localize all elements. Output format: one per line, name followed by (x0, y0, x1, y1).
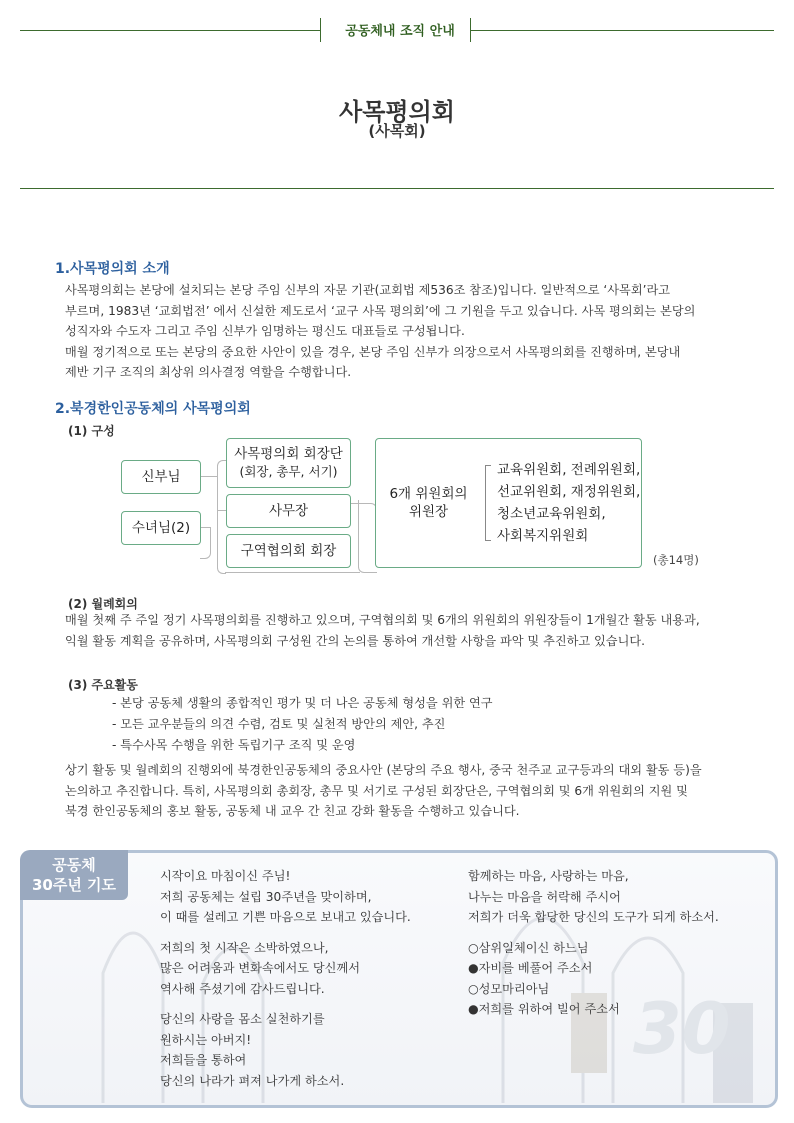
section1-line: 제반 기구 조직의 최상위 의사결정 역할을 수행합니다. (65, 365, 352, 379)
section1-line: 매월 정기적으로 또는 본당의 중요한 사안이 있을 경우, 본당 주임 신부가 의장으로서 사목평의회를 진행하며, 본당내 (65, 344, 681, 359)
prayer-line: 역사해 주셨기에 감사드립니다. (160, 981, 325, 996)
priest-label: 신부님 (141, 469, 181, 485)
total-count: (총14명) (653, 553, 699, 567)
prayer-line: 많은 어려움과 변화속에서도 당신께서 (160, 961, 360, 975)
committee-item: 교육위원회, 전례위원회, (497, 462, 641, 478)
section1-heading: 1.사목평의회 소개 (55, 261, 170, 277)
secretariat-label: 사무장 (268, 503, 309, 519)
chair-members: (회장, 총무, 서기) (239, 464, 338, 479)
connector-priest (200, 476, 218, 477)
page-subtitle: (사목회) (368, 122, 426, 140)
committee-list (497, 459, 640, 547)
committee-item: 사회복지위원회 (497, 528, 589, 544)
committee-bracket (485, 465, 491, 541)
prayer-line: 저희 공동체는 설립 30주년을 맞이하며, (160, 889, 372, 904)
activity-item: - 본당 공동체 생활의 종합적인 평가 및 더 나은 공동체 형성을 위한 연구 (112, 696, 493, 710)
composition-label: (1) 구성 (68, 424, 115, 438)
thirty-watermark: 30 (633, 988, 731, 1070)
prayer-line: 당신의 사랑을 몸소 실천하기를 (160, 1012, 325, 1026)
title-divider (20, 188, 774, 189)
district-box (226, 534, 351, 568)
prayer-line (160, 999, 411, 1009)
activities-label: (3) 주요활동 (68, 678, 138, 692)
prayer-line: ●자비를 베풀어 주소서 (468, 961, 593, 975)
connector-nuns (200, 527, 211, 559)
monthly-line: 매월 첫째 주 주일 정기 사목평의회를 진행하고 있으며, 구역협의회 및 6개의 위원회의 위원장들이 1개월간 활동 내용과, (65, 613, 700, 627)
secretariat-box (226, 494, 351, 528)
prayer-line: 원하시는 아버지! (160, 1032, 252, 1047)
committee-item: 청소년교육위원회, (497, 506, 606, 522)
monthly-body (65, 610, 740, 651)
header-label: 공동체내 조직 안내 (345, 24, 455, 39)
prayer-line: 저희가 더욱 합당한 당신의 도구가 되게 하소서. (468, 910, 719, 924)
nuns-label: 수녀님(2) (131, 520, 191, 536)
prayer-line: ○삼위일체이신 하느님 (468, 940, 589, 955)
section2-heading: 2.북경한인공동체의 사목평의회 (55, 401, 251, 417)
prayer-line: ○성모마리아님 (468, 981, 550, 996)
prayer-title-line: 30주년 기도 (31, 876, 117, 894)
activity-item: - 특수사목 수행을 위한 독립기구 조직 및 운영 (112, 738, 356, 752)
committee-heading-line: 6개 위원회의 (389, 486, 468, 502)
activities-line: 북경 한인공동체의 홍보 활동, 공동체 내 교우 간 친교 강화 활동을 수행하고 있습니다. (65, 804, 520, 818)
prayer-title (20, 850, 128, 900)
nuns-box (121, 511, 201, 545)
activities-body (65, 760, 740, 822)
prayer-line: 당신의 나라가 펴져 나가게 하소서. (160, 1073, 345, 1088)
prayer-line: 저희의 첫 시작은 소박하였으나, (160, 940, 329, 955)
section1-body (65, 280, 740, 383)
section1-line: 성직자와 수도자 그리고 주임 신부가 임명하는 평신도 대표들로 구성됩니다. (65, 324, 465, 338)
prayer-line: 이 때를 설레고 기쁜 마음으로 보내고 있습니다. (160, 910, 411, 924)
prayer-right-column (468, 866, 719, 1020)
connector-bottom-run (225, 572, 360, 573)
chair-box (226, 438, 351, 488)
prayer-line: 함께하는 마음, 사랑하는 마음, (468, 869, 629, 883)
prayer-line (468, 928, 719, 938)
committee-box (375, 438, 642, 568)
activity-item: - 모든 교우분들의 의견 수렴, 검토 및 실천적 방안의 제안, 추진 (112, 717, 446, 731)
header-rule-left (20, 30, 320, 31)
committee-heading-line: 위원장 (408, 504, 449, 520)
prayer-left-column (160, 866, 411, 1091)
section1-line: 부르며, 1983년 ‘교회법전’ 에서 신설한 제도로서 ‘교구 사목 평의회’에 그 기원을 두고 있습니다. 사목 평의회는 본당의 (65, 303, 696, 318)
monthly-label: (2) 월례회의 (68, 597, 138, 611)
activities-line: 상기 활동 및 월례회의 진행외에 북경한인공동체의 중요사안 (본당의 주요 행사, 중국 천주교 교구등과의 대외 활동 등)을 (65, 763, 702, 777)
chair-label: 사목평의회 회장단 (234, 446, 343, 462)
activities-line: 논의하고 추진합니다. 특히, 사목평의회 총회장, 총무 및 서기로 구성된 회장단은, 구역협의회 및 6개 위원회의 지원 및 (65, 783, 688, 798)
prayer-title-line: 공동체 (52, 856, 96, 874)
district-label: 구역협의회 회장 (240, 543, 337, 559)
prayer-line: ●저희를 위하여 빌어 주소서 (468, 1002, 620, 1016)
connector-trunk (217, 460, 226, 574)
priest-box (121, 460, 201, 494)
committee-item: 선교위원회, 재정위원회, (497, 484, 641, 500)
committee-heading (376, 485, 481, 521)
prayer-line: 시작이요 마침이신 주님! (160, 869, 291, 883)
page-title: 사목평의회 (339, 98, 455, 126)
header-tick-left (320, 18, 321, 42)
prayer-line (160, 928, 411, 938)
section1-line: 사목평의회는 본당에 설치되는 본당 주임 신부의 자문 기관(교회법 제536조 참조)입니다. 일반적으로 ‘사목회’라고 (65, 283, 671, 297)
prayer-line: 저희들을 통하여 (160, 1053, 247, 1067)
prayer-line: 나누는 마음을 허락해 주시어 (468, 889, 621, 904)
monthly-line: 익월 활동 계획을 공유하며, 사목평의회 구성원 간의 논의를 통하여 개선할 사항을 파악 및 추진하고 있습니다. (65, 633, 646, 648)
header-rule-right (470, 30, 774, 31)
